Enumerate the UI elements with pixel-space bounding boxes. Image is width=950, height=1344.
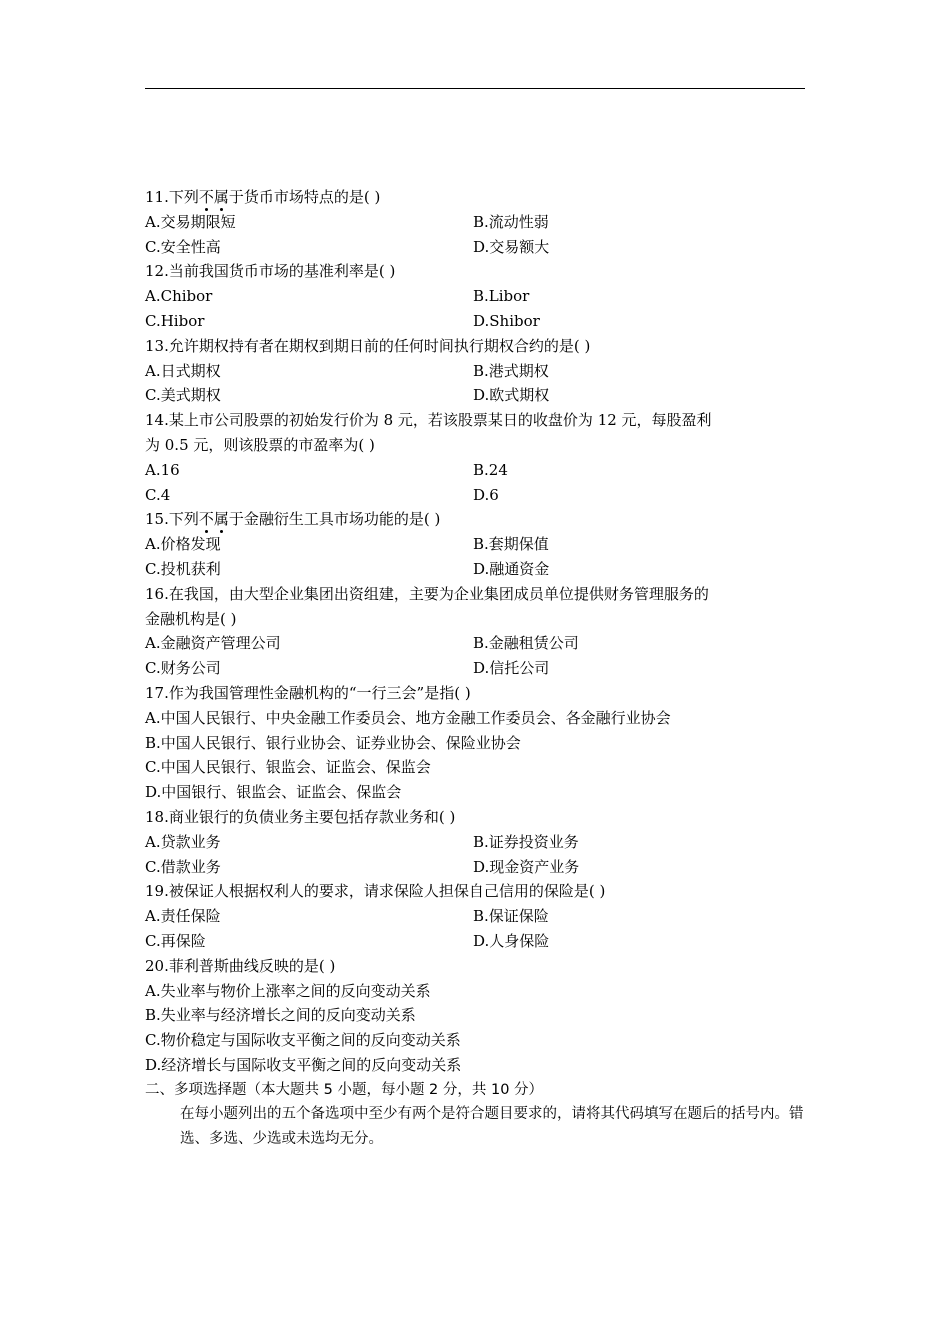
exam-content xyxy=(145,185,805,1152)
option-c: C.中国人民银行、银监会、证监会、保监会 xyxy=(145,758,431,777)
option-b: B.证券投资业务 xyxy=(473,832,579,851)
option-a: A.Chibor xyxy=(145,287,213,306)
option-d: D.人身保险 xyxy=(473,931,550,950)
option-a: A.金融资产管理公司 xyxy=(145,634,281,653)
question-16-stem-line-2: 金融机构是( ) xyxy=(145,609,237,628)
option-a: A.价格发现 xyxy=(145,535,221,554)
question-13-options-row-1 xyxy=(145,359,805,384)
question-13-options-row-2 xyxy=(145,383,805,408)
option-b: B.24 xyxy=(473,460,508,479)
option-c: C.安全性高 xyxy=(145,237,221,256)
question-12-options-row-1 xyxy=(145,284,805,309)
option-c: C.物价稳定与国际收支平衡之间的反向变动关系 xyxy=(145,1031,461,1050)
question-15-options-row-1 xyxy=(145,532,805,557)
emphasis-char: 属 xyxy=(214,185,229,210)
option-a: A.16 xyxy=(145,460,180,479)
question-15-options-row-2 xyxy=(145,557,805,582)
option-d: D.Shibor xyxy=(473,311,540,330)
section-2-title: 二、多项选择题（本大题共 5 小题，每小题 2 分，共 10 分） xyxy=(145,1081,544,1098)
option-c: C.投机获利 xyxy=(145,559,221,578)
question-17-stem: 17.作为我国管理性金融机构的“一行三会”是指( ) xyxy=(145,683,471,702)
option-c: C.Hibor xyxy=(145,311,205,330)
option-b: B.Libor xyxy=(473,287,530,306)
question-16-options-row-1 xyxy=(145,631,805,656)
option-a: A.责任保险 xyxy=(145,907,221,926)
option-a: A.日式期权 xyxy=(145,361,221,380)
question-19-options-row-1 xyxy=(145,904,805,929)
question-19-stem: 19.被保证人根据权利人的要求，请求保险人担保自己信用的保险是( ) xyxy=(145,882,606,901)
question-16-stem-line-1: 16.在我国，由大型企业集团出资组建，主要为企业集团成员单位提供财务管理服务的 xyxy=(145,584,709,603)
option-a: A.中国人民银行、中央金融工作委员会、地方金融工作委员会、各金融行业协会 xyxy=(145,708,671,727)
header-rule xyxy=(145,88,805,89)
question-14-options-row-2 xyxy=(145,483,805,508)
emphasis-char: 不 xyxy=(199,185,214,210)
question-14-stem-line-2: 为 0.5 元，则该股票的市盈率为( ) xyxy=(145,435,375,454)
question-20-stem: 20.菲利普斯曲线反映的是( ) xyxy=(145,956,336,975)
option-c: C.财务公司 xyxy=(145,659,221,678)
question-12-stem: 12.当前我国货币市场的基准利率是( ) xyxy=(145,262,396,281)
option-c: C.美式期权 xyxy=(145,386,221,405)
option-b: B.失业率与经济增长之间的反向变动关系 xyxy=(145,1006,416,1025)
section-2-instructions: 在每小题列出的五个备选项中至少有两个是符合题目要求的，请将其代码填写在题后的括号内。错选、多选、少选或未选均无分。 xyxy=(180,1106,804,1148)
option-d: D.欧式期权 xyxy=(473,386,550,405)
emphasis-char: 属 xyxy=(214,507,229,532)
option-a: A.交易期限短 xyxy=(145,212,236,231)
option-c: C.借款业务 xyxy=(145,857,221,876)
option-b: B.港式期权 xyxy=(473,361,549,380)
question-11-options-row-2 xyxy=(145,235,805,260)
question-18-options-row-1 xyxy=(145,830,805,855)
question-18-stem: 18.商业银行的负债业务主要包括存款业务和( ) xyxy=(145,807,456,826)
option-c: C.再保险 xyxy=(145,931,206,950)
question-11-stem: 11.下列不属于货币市场特点的是( ) xyxy=(145,185,805,210)
option-b: B.保证保险 xyxy=(473,907,549,926)
option-c: C.4 xyxy=(145,485,171,504)
option-b: B.套期保值 xyxy=(473,535,549,554)
question-15-stem: 15.下列不属于金融衍生工具市场功能的是( ) xyxy=(145,507,805,532)
question-13-stem: 13.允许期权持有者在期权到期日前的任何时间执行期权合约的是( ) xyxy=(145,336,591,355)
option-d: D.交易额大 xyxy=(473,237,550,256)
option-d: D.经济增长与国际收支平衡之间的反向变动关系 xyxy=(145,1055,462,1074)
question-14-stem-line-1: 14.某上市公司股票的初始发行价为 8 元，若该股票某日的收盘价为 12 元，每股盈利 xyxy=(145,411,712,430)
option-b: B.流动性弱 xyxy=(473,212,549,231)
option-b: B.中国人民银行、银行业协会、证券业协会、保险业协会 xyxy=(145,733,521,752)
option-d: D.信托公司 xyxy=(473,659,550,678)
question-16-options-row-2 xyxy=(145,656,805,681)
option-b: B.金融租赁公司 xyxy=(473,634,579,653)
option-d: D.中国银行、银监会、证监会、保监会 xyxy=(145,783,402,802)
option-d: D.融通资金 xyxy=(473,559,550,578)
emphasis-char: 不 xyxy=(199,507,214,532)
question-12-options-row-2 xyxy=(145,309,805,334)
option-d: D.现金资产业务 xyxy=(473,857,580,876)
question-11-options-row-1 xyxy=(145,210,805,235)
option-d: D.6 xyxy=(473,485,499,504)
question-18-options-row-2 xyxy=(145,855,805,880)
option-a: A.失业率与物价上涨率之间的反向变动关系 xyxy=(145,981,431,1000)
question-14-options-row-1 xyxy=(145,458,805,483)
option-a: A.贷款业务 xyxy=(145,832,221,851)
question-19-options-row-2 xyxy=(145,929,805,954)
